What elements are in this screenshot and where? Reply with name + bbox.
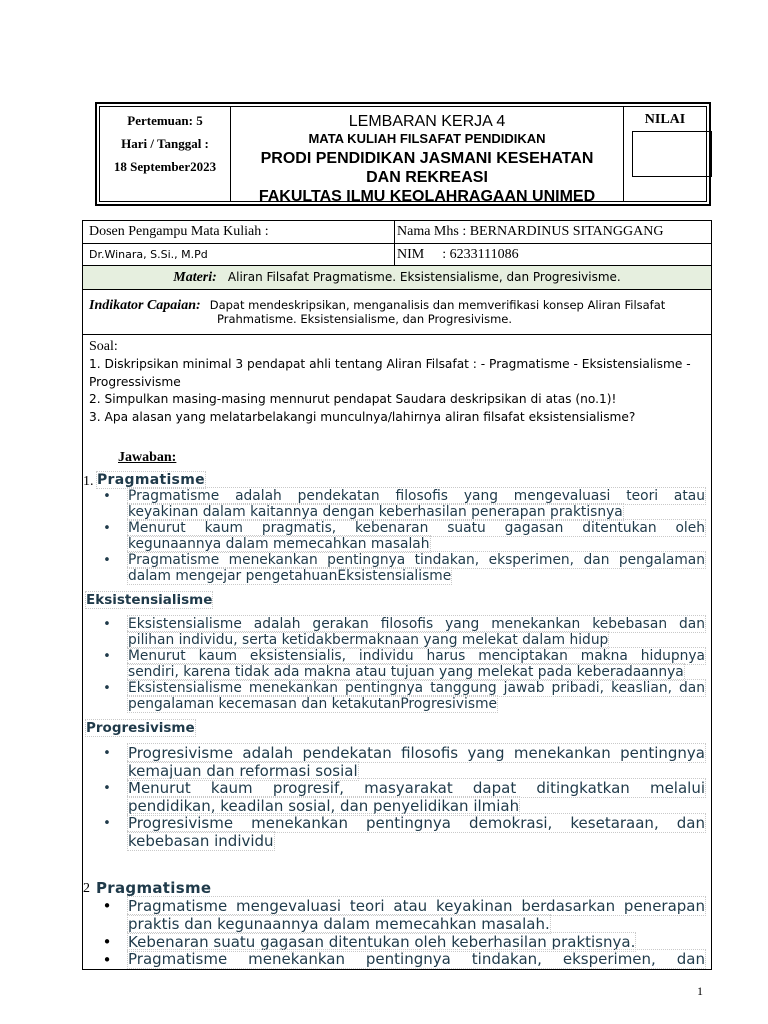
- indikator-label: Indikator Capaian:: [89, 298, 201, 313]
- nama-mhs: Nama Mhs : BERNARDINUS SITANGGANG: [397, 224, 664, 239]
- nilai-cell: [624, 107, 706, 201]
- heading-eksistensialisme: Eksistensialisme: [86, 592, 213, 608]
- materi-value: Aliran Filsafat Pragmatisme. Eksistensialisme, dan Progresivisme.: [227, 270, 621, 284]
- eks-1b: pilihan individu, serta ketidakbermaknaan yang melekat dalam hidup: [128, 632, 609, 648]
- header-table: [95, 102, 711, 206]
- prog-1b: kemajuan dan reformasi sosial: [128, 762, 358, 780]
- bullet: •: [103, 746, 111, 761]
- heading-pragmatisme: Pragmatisme: [97, 472, 205, 488]
- prag-2a: Menurut kaum pragmatis, kebenaran suatu gagasan ditentukan oleh: [128, 520, 705, 536]
- title-prodi: PRODI PENDIDIKAN JASMANI KESEHATAN: [260, 150, 594, 167]
- indikator-text-1: Dapat mendeskripsikan, menganalisis dan memverifikasi konsep Aliran Filsafat: [209, 298, 666, 312]
- bullet: •: [103, 649, 111, 664]
- bullet: •: [102, 951, 112, 969]
- bullet: •: [103, 521, 111, 536]
- nim-label: NIM: [397, 247, 425, 262]
- sum-3: Pragmatisme menekankan pentingnya tindakan, eksperimen, dan: [128, 950, 705, 968]
- prog-2b: pendidikan, keadilan sosial, dan penyelidikan ilmiah: [128, 797, 520, 815]
- dosen-name: Dr.Winara, S.Si., M.Pd: [83, 244, 395, 265]
- prog-3b: kebebasan individu: [128, 832, 274, 850]
- bullet: •: [102, 897, 112, 915]
- prog-3a: Progresivisme menekankan pentingnya demokrasi, kesetaraan, dan: [128, 814, 705, 832]
- info-row-1: [83, 221, 711, 244]
- title-fakultas: FAKULTAS ILMU KEOLAHRAGAAN UNIMED: [258, 188, 596, 205]
- bullet: •: [103, 553, 111, 568]
- prag-1a: Pragmatisme adalah pendekatan filosofis yang mengevaluasi teori atau: [128, 488, 705, 504]
- nilai-box: [632, 131, 712, 177]
- eks-3b: pengalaman kecemasan dan ketakutanProgresivisme: [128, 696, 497, 712]
- soal-1a: 1. Diskripsikan minimal 3 pendapat ahli tentang Aliran Filsafat : - Pragmatisme - Eksistensialisme -: [89, 357, 691, 371]
- sum-1b: praktis dan kegunaannya dalam memecahkan masalah.: [128, 915, 550, 933]
- eks-2b: sendiri, karena tidak ada makna atau tujuan yang melekat pada keberadaannya: [128, 664, 684, 680]
- soal-label: Soal:: [89, 339, 118, 354]
- jawaban-label: Jawaban:: [118, 450, 177, 465]
- info-row-2: [83, 244, 711, 266]
- nim-cell: [395, 244, 711, 265]
- eks-3a: Eksistensialisme menekankan pentingnya tanggung jawab pribadi, keaslian, dan: [128, 680, 705, 696]
- page-number: 1: [697, 984, 703, 998]
- bullet: •: [103, 489, 111, 504]
- title-prodi-2: DAN REKREASI: [366, 169, 488, 186]
- hari-tanggal: Hari / Tanggal :: [121, 136, 209, 151]
- soal-1b: Progressivisme: [89, 375, 181, 389]
- eks-2a: Menurut kaum eksistensialis, individu harus menciptakan makna hidupnya: [128, 648, 705, 664]
- nim-value: : 6233111086: [442, 247, 519, 262]
- eks-1a: Eksistensialisme adalah gerakan filosofis yang menekankan kebebasan dan: [128, 616, 705, 632]
- indikator-text-2: Prahmatisme. Eksistensialisme, dan Progresivisme.: [217, 312, 513, 326]
- divider: [82, 304, 712, 335]
- tanggal: 18 September2023: [113, 159, 217, 174]
- bullet: •: [103, 681, 111, 696]
- soal-3: 3. Apa alasan yang melatarbelakangi munculnya/lahirnya aliran filsafat eksistensialisme?: [89, 410, 636, 424]
- heading-pragmatisme-2: Pragmatisme: [96, 879, 212, 897]
- worksheet-title: [231, 107, 624, 205]
- title-mata-kuliah: MATA KULIAH FILSAFAT PENDIDIKAN: [308, 131, 546, 146]
- sum-1a: Pragmatisme mengevaluasi teori atau keyakinan berdasarkan penerapan: [128, 897, 705, 915]
- prag-2b: kegunaannya dalam memecahkan masalah: [128, 536, 430, 552]
- bullet: •: [103, 816, 111, 831]
- materi-label: Materi:: [173, 270, 217, 285]
- prag-1b: keyakinan dalam kaitannya dengan keberhasilan penerapan praktisnya: [128, 504, 623, 520]
- bullet: •: [102, 933, 112, 951]
- number-1: 1.: [83, 474, 94, 489]
- title-lembaran: LEMBARAN KERJA 4: [348, 113, 506, 130]
- bottom-border: [82, 969, 712, 970]
- heading-progresivisme: Progresivisme: [86, 720, 195, 736]
- prag-3a: Pragmatisme menekankan pentingnya tindakan, eksperimen, dan pengalaman: [128, 552, 705, 568]
- pertemuan: Pertemuan: 5: [127, 113, 203, 128]
- meeting-info: [100, 107, 231, 201]
- prog-1a: Progresivisme adalah pendekatan filosofis yang menekankan pentingnya: [128, 744, 705, 762]
- dosen-label: Dosen Pengampu Mata Kuliah :: [83, 221, 395, 243]
- soal-2: 2. Simpulkan masing-masing mennurut pendapat Saudara deskripsikan di atas (no.1)!: [89, 392, 617, 406]
- prag-3b: dalam mengejar pengetahuanEksistensialisme: [128, 568, 452, 584]
- prog-2a: Menurut kaum progresif, masyarakat dapat ditingkatkan melalui: [128, 779, 705, 797]
- bullet: •: [103, 781, 111, 796]
- number-2: 2: [83, 881, 90, 896]
- nilai-label: NILAI: [644, 112, 686, 127]
- materi-row: [83, 266, 711, 290]
- sum-2: Kebenaran suatu gagasan ditentukan oleh keberhasilan praktisnya.: [128, 933, 636, 951]
- bullet: •: [103, 617, 111, 632]
